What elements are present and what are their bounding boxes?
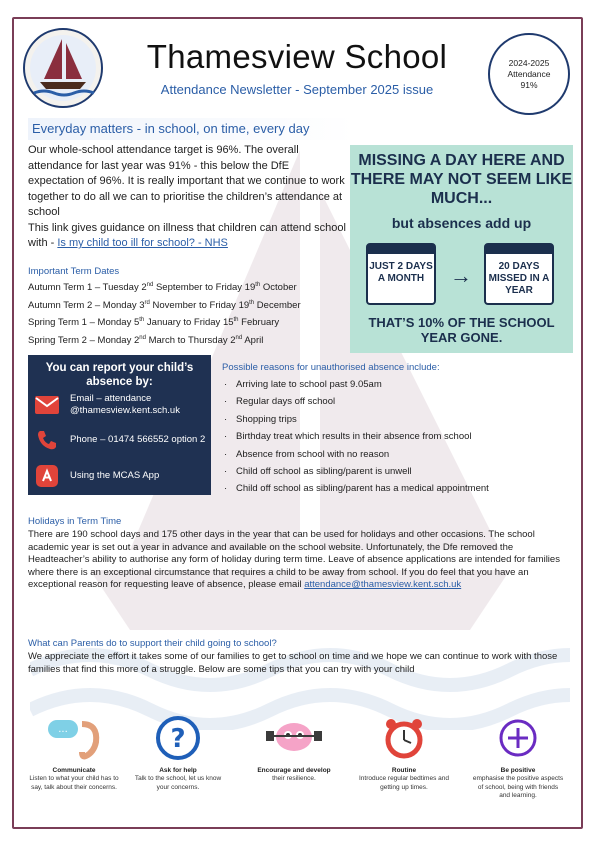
reason-item: · Absence from school with no reason (224, 446, 574, 463)
reasons-heading: Possible reasons for unauthorised absence include: (222, 362, 440, 373)
badge-year: 2024-2025 (508, 57, 550, 68)
report-app-item[interactable] (34, 465, 206, 487)
attendance-badge (488, 33, 570, 115)
brain-icon (248, 712, 340, 764)
tip-title: Routine (391, 767, 417, 774)
intro-text: Our whole-school attendance target is 96%. The overall attendance for last year was 91% - this below the DfE expectation of 96%. It is really important that we continue to work together to do all we can to prioritise the children’s attendance at school (28, 144, 345, 218)
plus-icon (472, 712, 564, 764)
report-phone-text: Phone – 01474 566552 option 2 (70, 434, 206, 445)
report-email-item[interactable] (34, 393, 206, 417)
support-heading: What can Parents do to support their child going to school? (28, 638, 277, 649)
report-app-text: Using the MCAS App (70, 470, 160, 481)
tip-title: Communicate (52, 767, 96, 774)
tip-title: Encourage and develop (257, 767, 331, 774)
tip-title: Be positive (500, 767, 536, 774)
reason-item: · Child off school as sibling/parent is unwell (224, 463, 574, 480)
intro-link-prefix: This link gives guidance on illness that children can attend school with - (28, 221, 346, 249)
tip-title: Ask for help (159, 767, 197, 774)
poster-footer: THAT’S 10% OF THE SCHOOL YEAR GONE. (368, 315, 555, 345)
svg-text:...: ... (58, 724, 68, 735)
tip-desc: Talk to the school, let us know your concerns. (134, 775, 222, 791)
badge-label: Attendance (507, 68, 551, 79)
arrow-right-icon: → (450, 263, 472, 288)
support-paragraph: We appreciate the effort it takes some of our families to get to school on time and we hope we can continue to work with those families that find this more of a struggle. Below are some tips that you can try with your child (28, 651, 558, 675)
tip-desc: Introduce regular bedtimes and getting up times. (359, 775, 449, 791)
intro-paragraph (28, 143, 346, 252)
report-phone-item[interactable] (34, 429, 206, 451)
reasons-list (224, 376, 574, 498)
alarm-clock-icon (358, 712, 450, 764)
tip-ask-for-help (132, 712, 224, 792)
reason-item: · Regular days off school (224, 393, 574, 410)
reason-item: · Child off school as sibling/parent has a medical appointment (224, 480, 574, 497)
app-icon (34, 465, 60, 487)
report-absence-box (28, 355, 211, 495)
nhs-guidance-link[interactable]: Is my child too ill for school? - NHS (57, 237, 228, 249)
tip-routine (358, 712, 450, 792)
report-email-text: Email – attendance @thamesview.kent.sch.uk (70, 393, 180, 416)
lead-banner: Everyday matters - in school, on time, every day (28, 118, 572, 140)
calendar-right-card: 20 DAYS MISSED IN A YEAR (484, 243, 554, 305)
term-date-item: Autumn Term 2 – Monday 3rd November to Friday 19th December (28, 299, 301, 311)
term-date-item: Spring Term 1 – Monday 5th January to Friday 15th February (28, 317, 280, 329)
reason-item: · Shopping trips (224, 411, 574, 428)
term-dates-list (28, 278, 358, 349)
question-icon (132, 712, 224, 764)
newsletter-subtitle: Attendance Newsletter - September 2025 issue (160, 82, 434, 97)
svg-text:?: ? (170, 724, 186, 754)
term-dates-heading: Important Term Dates (28, 266, 120, 277)
phone-icon (34, 429, 60, 451)
term-date-item: Autumn Term 1 – Tuesday 2nd September to Friday 19th October (28, 282, 297, 294)
poster-headline: MISSING A DAY HERE AND THERE MAY NOT SEEM LIKE MUCH... (350, 152, 573, 207)
tip-desc: Listen to what your child has to say, talk about their concerns. (29, 775, 119, 791)
calendar-left-card: JUST 2 DAYS A MONTH (366, 243, 436, 305)
email-icon (34, 394, 60, 416)
tip-communicate (28, 712, 120, 792)
ear-icon (28, 712, 120, 764)
holidays-heading: Holidays in Term Time (28, 516, 122, 527)
report-heading: You can report your child’s absence by: (45, 362, 194, 388)
holidays-paragraph (28, 529, 572, 592)
tip-be-positive (472, 712, 564, 801)
school-logo (22, 27, 104, 109)
absence-poster (350, 145, 573, 353)
poster-subhead: but absences add up (391, 215, 532, 231)
reason-item: · Arriving late to school past 9.05am (224, 376, 574, 393)
holidays-text: There are 190 school days and 175 other days in the year that can be used for holidays and other occasions. The school academic year is set out a year in advance and available on the school website. Unfortunately, the Dfe removed the Headteacher’s ability to authorise any form of holiday during term time. Leave of absence applications are intended for families where there is an exceptional circumstance that requires a child to be away from school. If you do feel that you have an exceptional reason for requesting leave of absence, please email (28, 529, 560, 590)
school-title: Thamesview School (146, 38, 448, 75)
reason-item: · Birthday treat which results in their absence from school (224, 428, 574, 445)
badge-percent: 91% (520, 79, 538, 90)
tip-encourage (248, 712, 340, 784)
tip-desc: their resilience. (272, 775, 316, 782)
attendance-email-link[interactable]: attendance@thamesview.kent.sch.uk (304, 579, 462, 590)
term-date-item: Spring Term 2 – Monday 2nd March to Thursday 2nd April (28, 334, 264, 347)
tip-desc: emphasise the positive aspects of school, being with friends and learning. (472, 775, 564, 799)
